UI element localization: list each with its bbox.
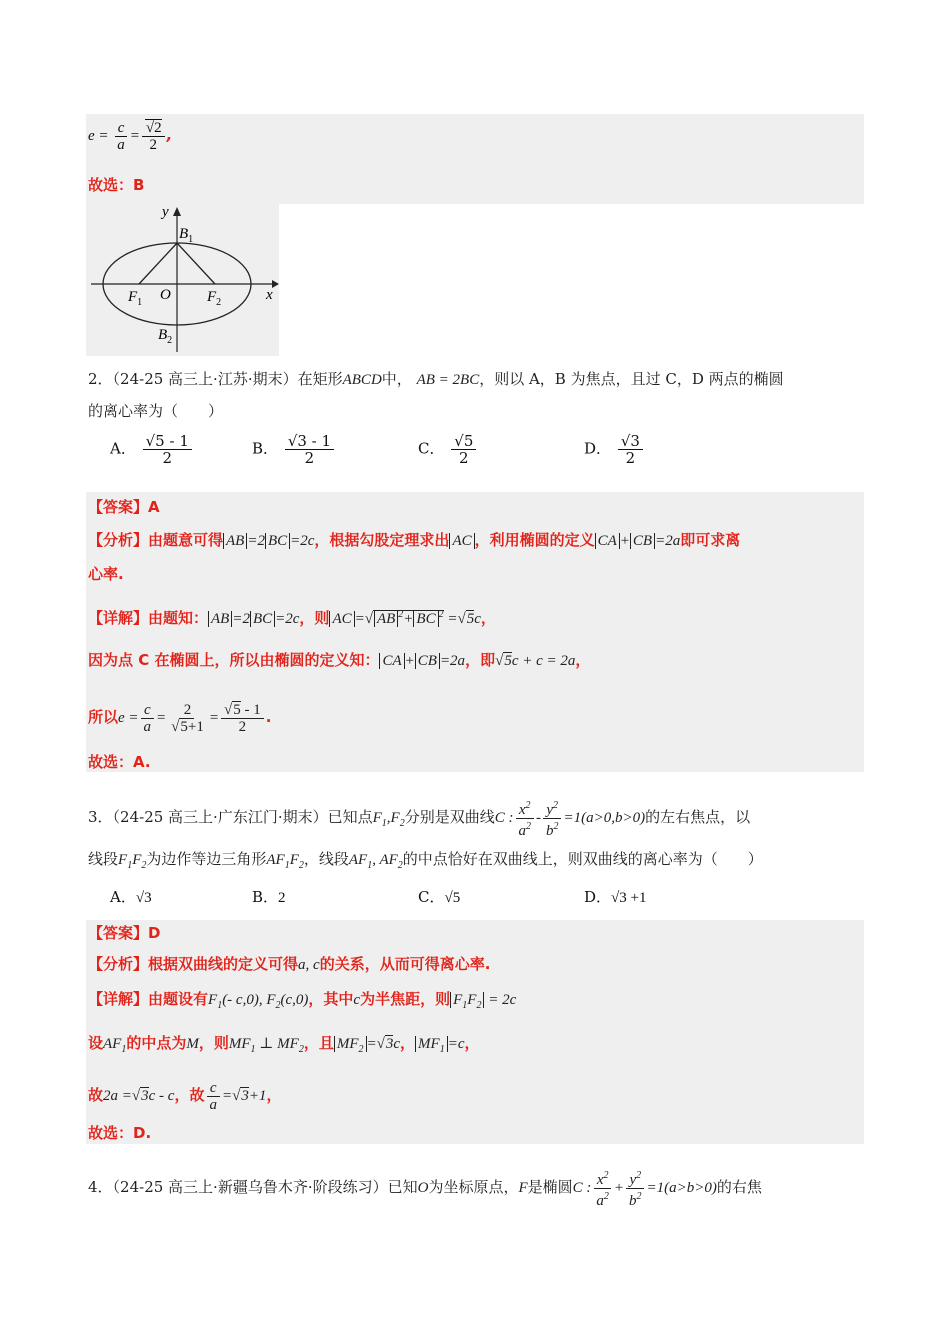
q2-detail-2: 因为点 C 在椭圆上，所以由椭圆的定义知： CA + CB =2a，即√5c + c = 2a，: [88, 651, 591, 669]
q3-detail-1: 【详解】由题设有$F_1(-$ c,0), $F_2(c,0)$，其中c为半焦距，则 $F_1F_2 = 2c$: [88, 990, 517, 1011]
y-axis-label: y: [162, 204, 169, 220]
q2-option-d[interactable]: D． $\frac{√3}{2}$: [584, 433, 645, 466]
q2-final: 故选：A.: [88, 753, 151, 771]
q2-detail-3: 所以e = $\frac{c}{a}$ = $\frac{2}{√5+1}$ = $\frac{√5 - 1}{2}$ .: [88, 702, 272, 735]
q2-answer: 【答案】A: [88, 498, 160, 516]
q2-option-c[interactable]: C． $\frac{√5}{2}$: [418, 433, 478, 466]
q3-option-d[interactable]: D．√3 +1: [584, 888, 647, 906]
point-b1-label: $B_1$: [179, 226, 194, 245]
origin-label: O: [160, 287, 171, 303]
q3-final: 故选：D.: [88, 1124, 152, 1142]
point-f2-label: $F_2$: [207, 289, 222, 308]
q3-analysis: 【分析】根据双曲线的定义可得a, c的关系，从而可得离心率.: [88, 955, 491, 973]
eccentricity-formula: e = $\frac{c}{a}$ = $\frac{√2}{2}$ ,: [88, 120, 173, 153]
q2-option-a[interactable]: A． $\frac{√5 - 1}{2}$: [110, 433, 194, 466]
point-b2-label: $B_2$: [158, 327, 173, 346]
q3-option-c[interactable]: C．√5: [418, 888, 461, 906]
q2-stem-line2: 的离心率为（ ）: [88, 402, 224, 420]
q2-stem-line1: 2．（24-25 高三上·江苏·期末）在矩形ABCD中， AB = 2BC，则以 A，B 为焦点，且过 C，D 两点的椭圆: [88, 370, 784, 388]
q2-option-b[interactable]: B． $\frac{√3 - 1}{2}$: [252, 433, 336, 466]
selected-answer: 故选：B: [88, 176, 145, 194]
solution-block-top: [86, 114, 864, 204]
q2-analysis: 【分析】由题意可得 AB =2 BC =2c，根据勾股定理求出 AC ，利用椭圆的定义 CA + CB =2a即可求离: [88, 531, 741, 549]
q4-stem-line1: 4．（24-25 高三上·新疆乌鲁木齐·阶段练习）已知O为坐标原点，F是椭圆C : $\frac{x^2}{a^2}$ + $\frac{y^2}{b^2}$ =1(a>b>0)的右焦: [88, 1170, 762, 1209]
q2-detail-1: 【详解】由题知： AB =2 BC =2c，则 AC =√ AB $^2$+ BC $^2$ =√5c，: [88, 609, 496, 627]
q3-option-b[interactable]: B．2: [252, 888, 286, 906]
q2-analysis-cont: 心率.: [88, 565, 124, 583]
q2-solution-block: [86, 492, 864, 772]
q3-detail-3: 故2a =√3c - c，故 $\frac{c}{a}$ =√3+1，: [88, 1080, 282, 1113]
q3-answer: 【答案】D: [88, 924, 161, 942]
x-axis-label: x: [266, 287, 273, 303]
q3-solution-block: [86, 920, 864, 1144]
q3-detail-2: 设$AF_1$的中点为M，则$MF_1$ ⊥ $MF_2$，且 $MF_2 =√3c$， $MF_1 =c$，: [88, 1034, 480, 1055]
q3-stem-line2: 线段$F_1F_2$为边作等边三角形$AF_1F_2$，线段$AF_1$, $AF_2$的中点恰好在双曲线上，则双曲线的离心率为（ ）: [88, 850, 763, 871]
q3-stem-line1: 3．（24-25 高三上·广东江门·期末）已知点$F_1,F_2$分别是双曲线C : $\frac{x^2}{a^2}$ - $\frac{y^2}{b^2}$ =1(a>0,b>0)的左右焦点，以: [88, 800, 751, 839]
ellipse-figure: [86, 204, 279, 356]
q3-option-a[interactable]: A．√3: [110, 888, 152, 906]
ellipse-diagram: [86, 204, 279, 356]
point-f1-label: $F_1$: [128, 289, 143, 308]
